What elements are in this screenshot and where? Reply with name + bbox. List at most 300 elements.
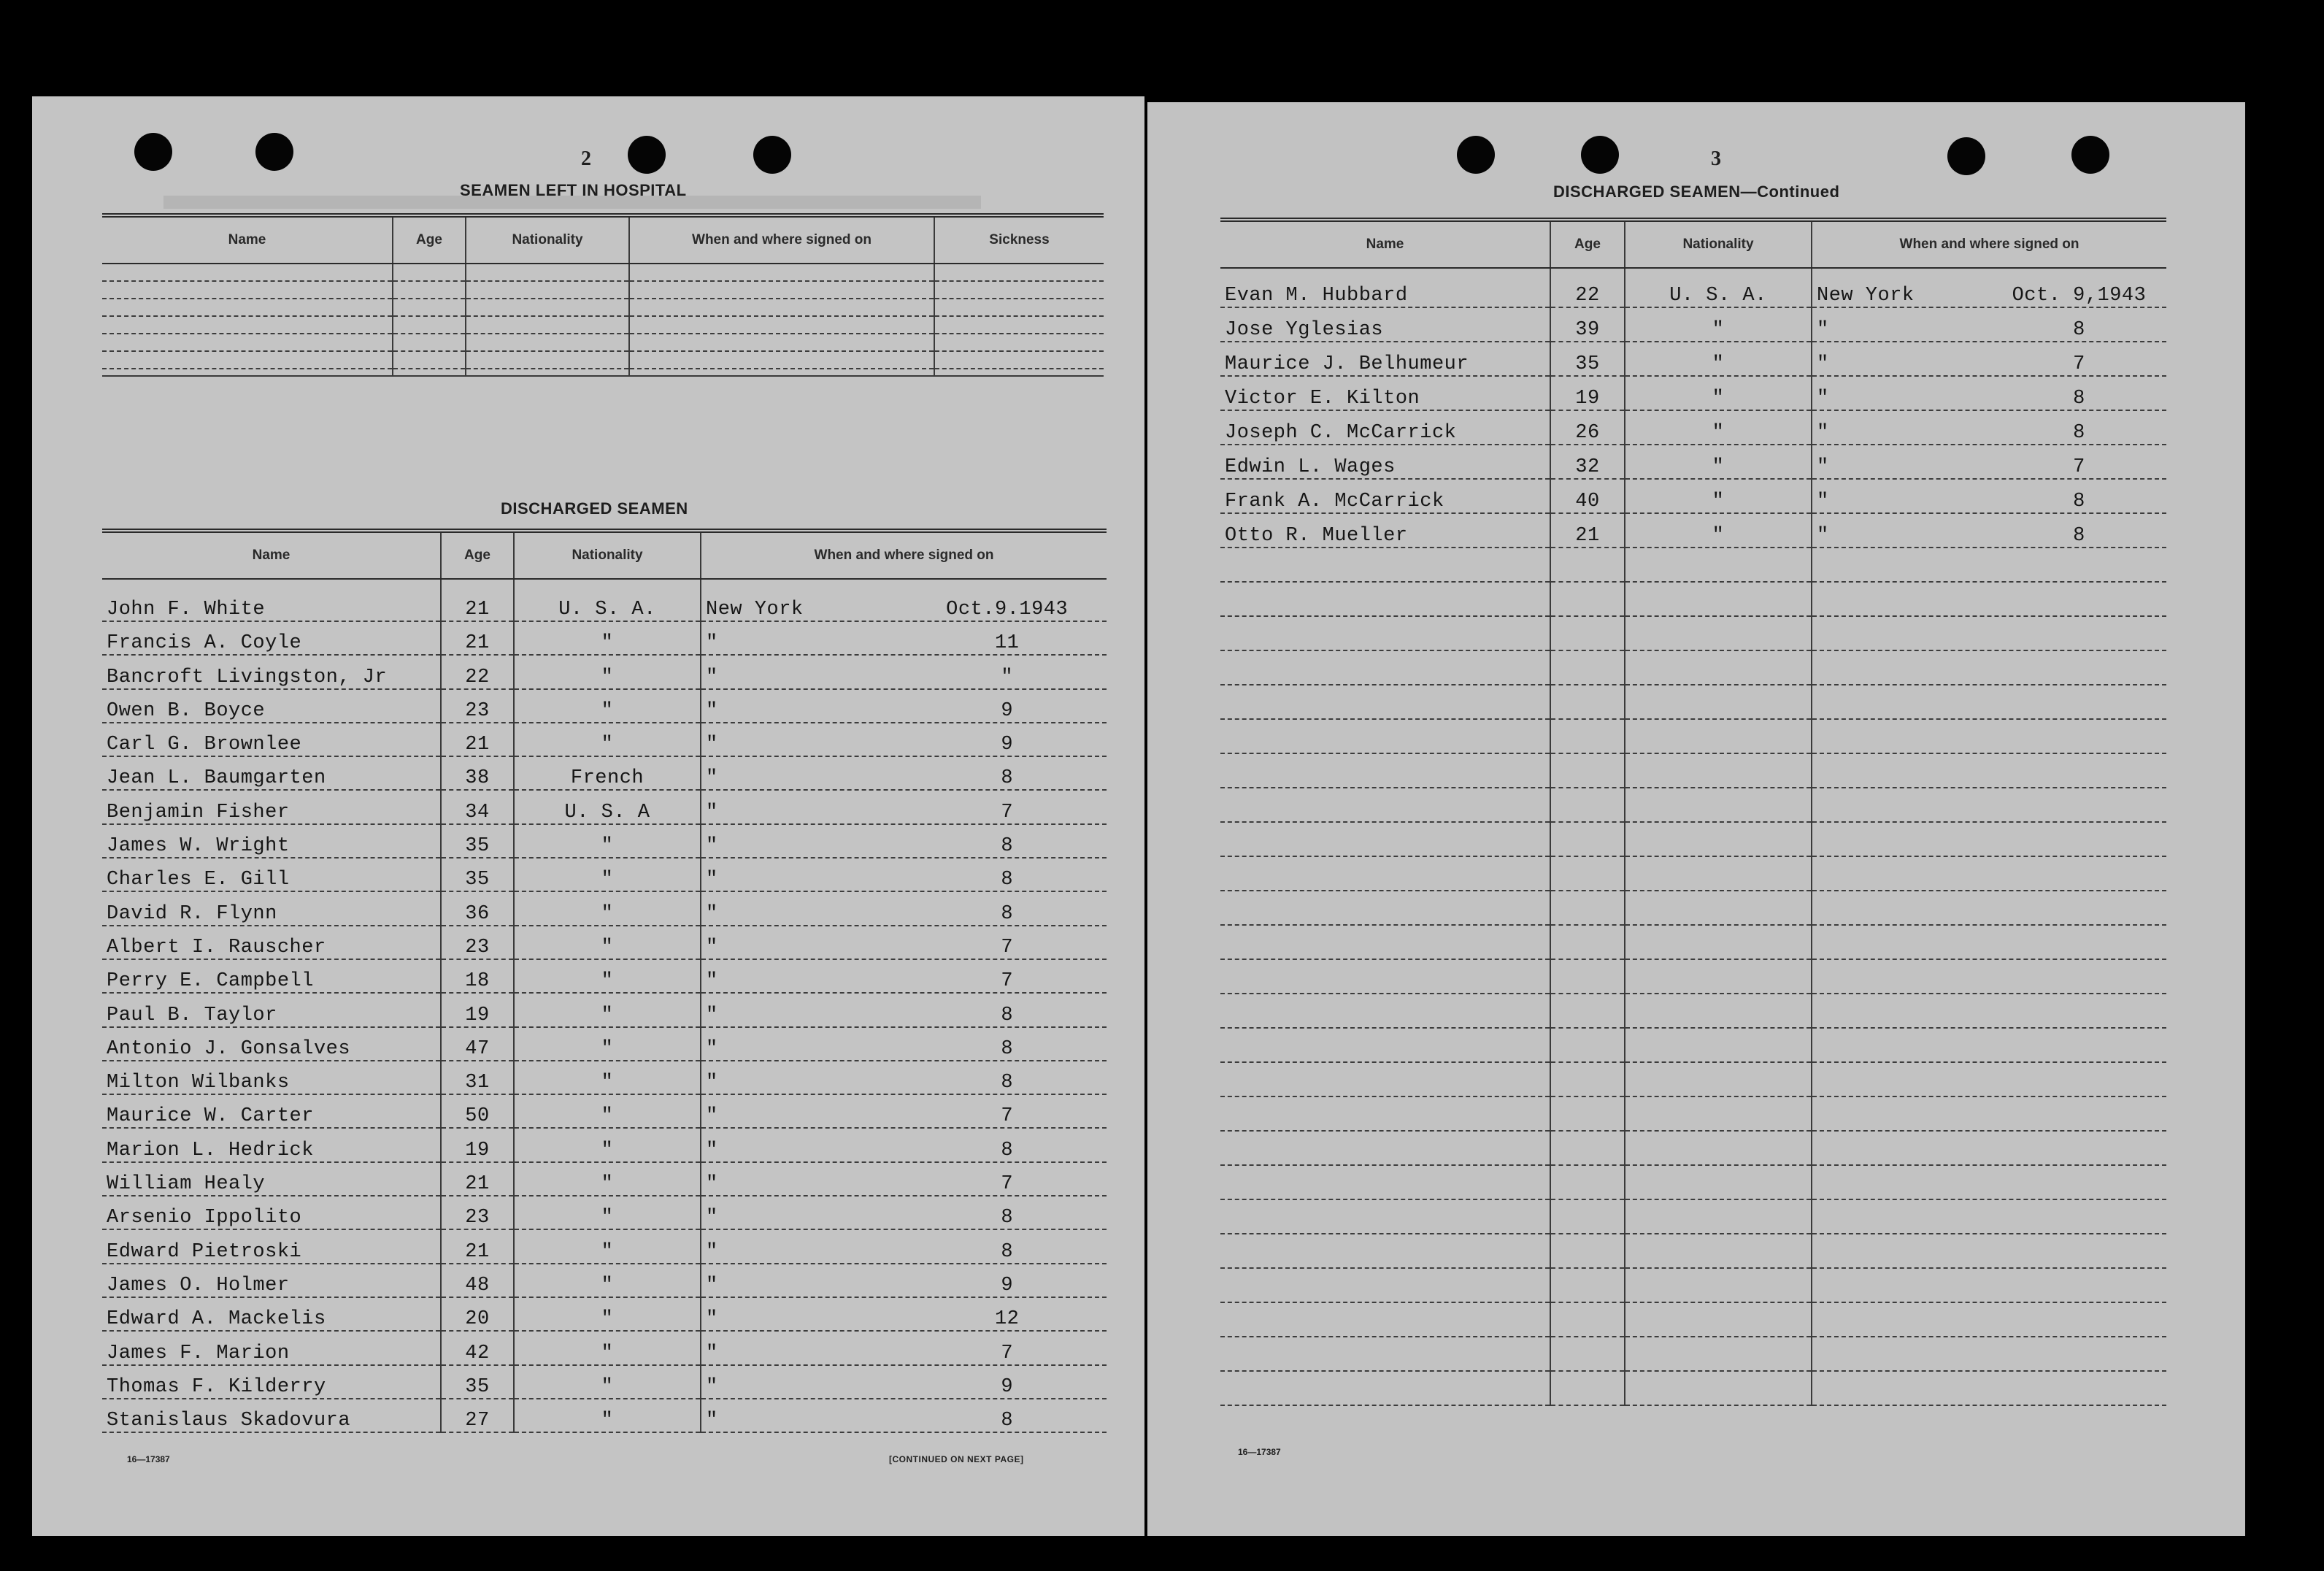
name-cell: Otto R. Mueller — [1220, 513, 1550, 548]
signed-on-place: " — [706, 1173, 718, 1196]
nationality-cell: U. S. A. — [1625, 268, 1812, 307]
signed-on-date: 7 — [2073, 353, 2085, 375]
blank-cell — [1812, 753, 2166, 788]
blank-cell — [1220, 1028, 1550, 1062]
blank-row — [1220, 685, 2166, 719]
blank-cell — [1625, 1131, 1812, 1165]
blank-row — [1220, 1131, 2166, 1165]
age-cell — [393, 334, 466, 351]
age-cell — [393, 351, 466, 369]
blank-cell — [1812, 1268, 2166, 1302]
blank-cell — [1625, 753, 1812, 788]
signed-on-date: 8 — [2073, 422, 2085, 444]
blank-cell — [1550, 856, 1625, 891]
age-cell: 35 — [1550, 342, 1625, 376]
blank-row — [1220, 1302, 2166, 1337]
blank-cell — [1812, 1028, 2166, 1062]
signed-on-place: " — [706, 1240, 718, 1263]
name-cell: Benjamin Fisher — [102, 790, 441, 823]
column-header-nationality: Nationality — [1625, 220, 1812, 268]
table-row — [102, 1027, 1107, 1061]
blank-row — [1220, 925, 2166, 959]
blank-cell — [1550, 1268, 1625, 1302]
sickness-cell — [934, 281, 1104, 299]
blank-cell — [1550, 1234, 1625, 1268]
table-row — [102, 1196, 1107, 1229]
nationality-cell — [466, 334, 629, 351]
blank-cell — [1220, 959, 1550, 994]
blank-row — [1220, 891, 2166, 925]
table-row — [102, 334, 1104, 351]
blank-cell — [1625, 1028, 1812, 1062]
age-cell — [393, 316, 466, 334]
blank-cell — [1220, 1165, 1550, 1199]
blank-cell — [1625, 1062, 1812, 1096]
blank-row — [1220, 1096, 2166, 1131]
when-where-cell — [701, 790, 1107, 823]
signed-on-date: 8 — [1001, 767, 1014, 790]
blank-row — [1220, 1268, 2166, 1302]
name-cell: James O. Holmer — [102, 1264, 441, 1297]
when-where-cell — [629, 264, 934, 281]
blank-cell — [1550, 1337, 1625, 1371]
blank-cell — [1550, 994, 1625, 1028]
age-cell: 21 — [441, 1229, 514, 1263]
nationality-cell: " — [514, 824, 701, 858]
name-cell — [102, 351, 393, 369]
form-number: 16—17387 — [1238, 1447, 1281, 1457]
nationality-cell: " — [1625, 410, 1812, 445]
signed-on-date: Oct. 9,1943 — [2012, 285, 2147, 307]
punch-hole-icon — [628, 136, 666, 174]
nationality-cell: " — [514, 1229, 701, 1263]
table-row — [102, 299, 1104, 316]
signed-on-date: 7 — [1001, 970, 1014, 993]
when-where-cell — [1812, 410, 2166, 445]
when-where-cell — [1812, 376, 2166, 410]
hospital-section-title: SEAMEN LEFT IN HOSPITAL — [460, 181, 687, 199]
name-cell: Jean L. Baumgarten — [102, 756, 441, 790]
signed-on-place: " — [706, 1139, 718, 1161]
table-row — [102, 926, 1107, 959]
signed-on-date: 8 — [1001, 1072, 1014, 1094]
blank-cell — [1550, 1096, 1625, 1131]
blank-cell — [1625, 856, 1812, 891]
signed-on-place: New York — [706, 599, 804, 621]
blank-cell — [1550, 891, 1625, 925]
table-row — [1220, 410, 2166, 445]
signed-on-date: 11 — [994, 632, 1020, 655]
when-where-cell — [629, 299, 934, 316]
name-cell: Charles E. Gill — [102, 858, 441, 891]
name-cell: David R. Flynn — [102, 891, 441, 925]
nationality-cell: " — [514, 1196, 701, 1229]
table-bottom-rule — [102, 369, 1104, 376]
when-where-cell — [1812, 268, 2166, 307]
section-title-suffix: —Continued — [1740, 183, 1840, 201]
signed-on-date: 7 — [2073, 456, 2085, 478]
name-cell — [102, 316, 393, 334]
when-where-cell — [701, 926, 1107, 959]
nationality-cell: " — [514, 891, 701, 925]
blank-cell — [1220, 685, 1550, 719]
nationality-cell: " — [514, 1027, 701, 1061]
signed-on-date: 8 — [1001, 869, 1014, 891]
blank-row — [1220, 856, 2166, 891]
blank-row — [1220, 548, 2166, 582]
blank-cell — [1625, 1096, 1812, 1131]
blank-cell — [1220, 548, 1550, 582]
table-row — [102, 316, 1104, 334]
column-header-nationality: Nationality — [466, 215, 629, 264]
table-row — [102, 1094, 1107, 1128]
blank-cell — [1550, 719, 1625, 753]
when-where-cell — [701, 891, 1107, 925]
age-cell: 47 — [441, 1027, 514, 1061]
signed-on-place: " — [706, 1375, 718, 1398]
when-where-cell — [701, 1264, 1107, 1297]
table-row — [1220, 268, 2166, 307]
name-cell: Joseph C. McCarrick — [1220, 410, 1550, 445]
signed-on-place: " — [1817, 319, 1829, 341]
signed-on-date: 9 — [1001, 1274, 1014, 1297]
signed-on-place: " — [706, 1105, 718, 1128]
blank-cell — [1220, 822, 1550, 856]
blank-cell — [1550, 1165, 1625, 1199]
blank-cell — [1812, 959, 2166, 994]
age-cell: 21 — [441, 723, 514, 756]
blank-row — [1220, 719, 2166, 753]
signed-on-date: " — [1001, 666, 1014, 688]
name-cell — [102, 264, 393, 281]
blank-cell — [1625, 1234, 1812, 1268]
signed-on-place: " — [706, 1072, 718, 1094]
blank-row — [1220, 616, 2166, 650]
blank-cell — [1625, 719, 1812, 753]
blank-cell — [1220, 1268, 1550, 1302]
blank-cell — [1625, 994, 1812, 1028]
age-cell: 27 — [441, 1399, 514, 1432]
table-row — [102, 655, 1107, 688]
form-number: 16—17387 — [127, 1454, 170, 1464]
when-where-cell — [701, 723, 1107, 756]
nationality-cell: " — [514, 1399, 701, 1432]
signed-on-place: " — [706, 1274, 718, 1297]
when-where-cell — [1812, 479, 2166, 513]
blank-cell — [1812, 1131, 2166, 1165]
nationality-cell: " — [514, 1128, 701, 1161]
age-cell: 18 — [441, 959, 514, 993]
table-row — [102, 858, 1107, 891]
table-row — [102, 891, 1107, 925]
blank-cell — [1550, 925, 1625, 959]
blank-cell — [1812, 1337, 2166, 1371]
table-row — [102, 579, 1107, 621]
blank-cell — [1550, 582, 1625, 616]
signed-on-date: 9 — [1001, 1375, 1014, 1398]
when-where-cell — [701, 579, 1107, 621]
right-page — [1147, 102, 2245, 1536]
blank-cell — [1550, 1199, 1625, 1234]
blank-cell — [1220, 650, 1550, 685]
name-cell: Albert I. Rauscher — [102, 926, 441, 959]
signed-on-date: 7 — [1001, 1173, 1014, 1196]
name-cell — [102, 334, 393, 351]
age-cell: 36 — [441, 891, 514, 925]
blank-cell — [1220, 788, 1550, 822]
blank-cell — [1812, 719, 2166, 753]
when-where-cell — [1812, 342, 2166, 376]
table-row — [102, 1399, 1107, 1432]
when-where-cell — [701, 1331, 1107, 1364]
blank-cell — [1625, 822, 1812, 856]
signed-on-place: " — [706, 1342, 718, 1364]
name-cell: William Healy — [102, 1162, 441, 1196]
signed-on-place: " — [706, 869, 718, 891]
signed-on-place: " — [1817, 422, 1829, 444]
age-cell: 48 — [441, 1264, 514, 1297]
table-row — [102, 1365, 1107, 1399]
blank-cell — [1220, 1337, 1550, 1371]
age-cell: 34 — [441, 790, 514, 823]
blank-cell — [1550, 788, 1625, 822]
blank-row — [1220, 753, 2166, 788]
blank-cell — [1812, 1371, 2166, 1405]
when-where-cell — [1812, 307, 2166, 342]
signed-on-place: " — [706, 1308, 718, 1331]
age-cell — [393, 264, 466, 281]
blank-row — [1220, 1028, 2166, 1062]
nationality-cell: " — [514, 858, 701, 891]
name-cell: Antonio J. Gonsalves — [102, 1027, 441, 1061]
blank-row — [1220, 1337, 2166, 1371]
blank-cell — [1812, 1096, 2166, 1131]
nationality-cell: " — [514, 1061, 701, 1094]
blank-cell — [1625, 548, 1812, 582]
table-row — [1220, 342, 2166, 376]
when-where-cell — [701, 689, 1107, 723]
name-cell — [102, 281, 393, 299]
sickness-cell — [934, 299, 1104, 316]
signed-on-date: 9 — [1001, 734, 1014, 756]
signed-on-place: " — [1817, 491, 1829, 512]
age-cell: 50 — [441, 1094, 514, 1128]
name-cell: Marion L. Hedrick — [102, 1128, 441, 1161]
signed-on-date: 8 — [1001, 902, 1014, 925]
signed-on-date: 8 — [2073, 319, 2085, 341]
blank-cell — [1812, 856, 2166, 891]
table-row — [102, 1297, 1107, 1331]
blank-cell — [1220, 925, 1550, 959]
column-header-age: Age — [393, 215, 466, 264]
age-cell: 39 — [1550, 307, 1625, 342]
punch-hole-icon — [1947, 137, 1985, 175]
nationality-cell: " — [514, 1094, 701, 1128]
blank-cell — [1220, 891, 1550, 925]
nationality-cell — [466, 281, 629, 299]
blank-cell — [1625, 650, 1812, 685]
age-cell: 19 — [441, 1128, 514, 1161]
age-cell: 19 — [441, 993, 514, 1026]
blank-cell — [1812, 616, 2166, 650]
blank-row — [1220, 822, 2166, 856]
blank-row — [1220, 582, 2166, 616]
blank-row — [1220, 994, 2166, 1028]
table-row — [102, 1264, 1107, 1297]
name-cell: Jose Yglesias — [1220, 307, 1550, 342]
sickness-cell — [934, 264, 1104, 281]
when-where-cell — [701, 1128, 1107, 1161]
nationality-cell: French — [514, 756, 701, 790]
blank-row — [1220, 959, 2166, 994]
signed-on-date: 8 — [1001, 1240, 1014, 1263]
signed-on-place: " — [1817, 456, 1829, 478]
age-cell: 26 — [1550, 410, 1625, 445]
blank-cell — [1220, 1096, 1550, 1131]
table-row — [102, 1229, 1107, 1263]
when-where-cell — [629, 351, 934, 369]
signed-on-place: New York — [1817, 285, 1915, 307]
blank-cell — [1550, 685, 1625, 719]
column-header-when-where: When and where signed on — [629, 215, 934, 264]
blank-cell — [1550, 753, 1625, 788]
punch-hole-icon — [2071, 136, 2109, 174]
when-where-cell — [701, 756, 1107, 790]
age-cell: 35 — [441, 824, 514, 858]
blank-cell — [1625, 1165, 1812, 1199]
blank-cell — [1550, 1062, 1625, 1096]
blank-cell — [1220, 856, 1550, 891]
blank-cell — [1812, 548, 2166, 582]
table-row — [102, 1061, 1107, 1094]
blank-cell — [1550, 822, 1625, 856]
name-cell: Paul B. Taylor — [102, 993, 441, 1026]
blank-cell — [1625, 959, 1812, 994]
hospital-table — [102, 213, 1104, 377]
blank-cell — [1220, 1371, 1550, 1405]
blank-cell — [1220, 582, 1550, 616]
table-row — [1220, 376, 2166, 410]
punch-hole-icon — [134, 133, 172, 171]
blank-cell — [1625, 891, 1812, 925]
age-cell: 38 — [441, 756, 514, 790]
name-cell: Thomas F. Kilderry — [102, 1365, 441, 1399]
name-cell: James F. Marion — [102, 1331, 441, 1364]
table-row — [102, 264, 1104, 281]
when-where-cell — [701, 959, 1107, 993]
signed-on-place: " — [706, 902, 718, 925]
nationality-cell — [466, 264, 629, 281]
blank-cell — [1625, 788, 1812, 822]
name-cell: Edward Pietroski — [102, 1229, 441, 1263]
signed-on-date: 8 — [1001, 1037, 1014, 1060]
signed-on-place: " — [706, 1004, 718, 1026]
punch-hole-icon — [1581, 136, 1619, 174]
when-where-cell — [701, 858, 1107, 891]
when-where-cell — [701, 1061, 1107, 1094]
blank-cell — [1220, 719, 1550, 753]
table-row — [102, 1128, 1107, 1161]
signed-on-place: " — [706, 1207, 718, 1229]
name-cell: Maurice W. Carter — [102, 1094, 441, 1128]
age-cell: 21 — [1550, 513, 1625, 548]
name-cell: Evan M. Hubbard — [1220, 268, 1550, 307]
name-cell: Maurice J. Belhumeur — [1220, 342, 1550, 376]
nationality-cell: " — [514, 723, 701, 756]
age-cell: 32 — [1550, 445, 1625, 479]
blank-row — [1220, 1199, 2166, 1234]
when-where-cell — [701, 1365, 1107, 1399]
blank-cell — [1625, 1302, 1812, 1337]
when-where-cell — [701, 1399, 1107, 1432]
when-where-cell — [629, 281, 934, 299]
blank-cell — [1550, 1131, 1625, 1165]
name-cell — [102, 299, 393, 316]
column-header-age: Age — [441, 531, 514, 579]
signed-on-date: 8 — [1001, 1207, 1014, 1229]
blank-cell — [1220, 1199, 1550, 1234]
signed-on-date: 7 — [1001, 936, 1014, 959]
table-row — [1220, 513, 2166, 548]
table-row — [102, 756, 1107, 790]
when-where-cell — [701, 824, 1107, 858]
blank-cell — [1812, 788, 2166, 822]
rule-cell — [102, 369, 393, 376]
signed-on-date: 7 — [1001, 1105, 1014, 1128]
age-cell — [393, 299, 466, 316]
nationality-cell: " — [514, 1264, 701, 1297]
signed-on-place: " — [706, 734, 718, 756]
nationality-cell: " — [514, 993, 701, 1026]
blank-cell — [1550, 616, 1625, 650]
table-row — [102, 689, 1107, 723]
column-header-when-where: When and where signed on — [1812, 220, 2166, 268]
when-where-cell — [701, 993, 1107, 1026]
name-cell: Stanislaus Skadovura — [102, 1399, 441, 1432]
blank-cell — [1812, 891, 2166, 925]
blank-cell — [1220, 753, 1550, 788]
when-where-cell — [1812, 445, 2166, 479]
nationality-cell: U. S. A. — [514, 579, 701, 621]
table-row — [102, 281, 1104, 299]
blank-cell — [1550, 1028, 1625, 1062]
when-where-cell — [1812, 513, 2166, 548]
discharged-continued-table — [1220, 218, 2166, 1406]
nationality-cell: " — [1625, 513, 1812, 548]
blank-row — [1220, 1234, 2166, 1268]
signed-on-date: Oct.9.1943 — [946, 599, 1069, 621]
nationality-cell: " — [514, 655, 701, 688]
nationality-cell: " — [514, 959, 701, 993]
signed-on-place: " — [706, 767, 718, 790]
age-cell: 21 — [441, 579, 514, 621]
age-cell: 21 — [441, 621, 514, 655]
blank-cell — [1812, 1199, 2166, 1234]
blank-cell — [1550, 1302, 1625, 1337]
age-cell: 35 — [441, 1365, 514, 1399]
column-header-nationality: Nationality — [514, 531, 701, 579]
page-number: 2 — [581, 147, 591, 170]
signed-on-place: " — [706, 970, 718, 993]
blank-row — [1220, 650, 2166, 685]
age-cell: 31 — [441, 1061, 514, 1094]
blank-cell — [1550, 548, 1625, 582]
when-where-cell — [701, 1229, 1107, 1263]
table-row — [102, 959, 1107, 993]
blank-cell — [1625, 685, 1812, 719]
table-row — [1220, 307, 2166, 342]
name-cell: Perry E. Campbell — [102, 959, 441, 993]
